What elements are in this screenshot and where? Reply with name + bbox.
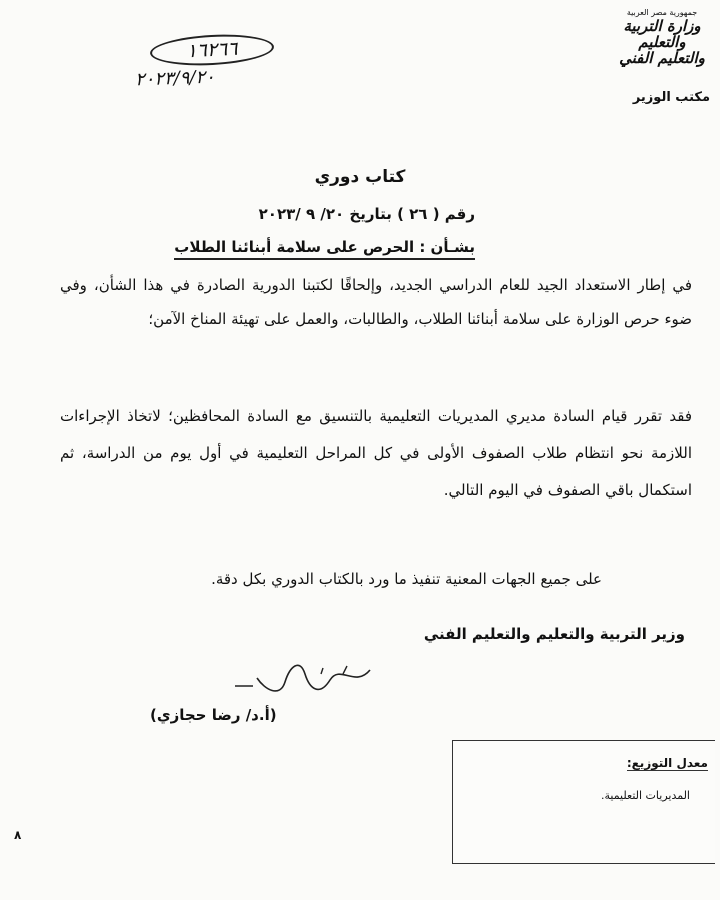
paragraph-instruction: على جميع الجهات المعنية تنفيذ ما ورد بالكتاب الدوري بكل دقة. [211,570,602,588]
ministry-name-line1: وزارة التربية والتعليم [623,17,701,51]
paragraph-decision: فقد تقرر قيام السادة مديري المديريات التعليمية بالتنسيق مع السادة المحافظين؛ لاتخاذ الإجراءات اللازمة نحو انتظام طلاب الصفوف الأولى في كل المراحل التعليمية في أول يوم من الدراسة، ثم استكمال باقي الصفوف في اليوم التالي. [60,407,692,499]
signatory-name: (أ.د/ رضا حجازي) [150,706,277,724]
handwritten-signature [235,660,375,696]
minister-office-label: مكتب الوزير [632,90,710,105]
distribution-title: معدل التوزيع: [626,756,708,770]
ministry-name-line2: والتعليم الفني [619,49,705,67]
letter-title: كتاب دوري [314,167,406,187]
signatory-title: وزير التربية والتعليم والتعليم الفني [423,625,685,643]
letter-reference: رقم ( ٢٦ ) بتاريخ ٢٠/ ٩ /٢٠٢٣ [258,205,475,223]
registration-number: ١٦٢٦٦ [149,32,274,68]
letter-subject: بشـأن : الحرص على سلامة أبنائنا الطلاب [174,238,475,260]
country-name: جمهورية مصر العربية [626,8,698,17]
registration-date: ٢٠٢٣/٩/٢٠ [134,66,216,91]
page-mark: ٨ [14,828,22,842]
paragraph-intro: في إطار الاستعداد الجيد للعام الدراسي الجديد، وإلحاقًا لكتبنا الدورية الصادرة في هذا الشأن، وفي ضوء حرص الوزارة على سلامة أبنائنا الطلاب، والطالبات، والعمل على تهيئة المناخ الآمن؛ [60,276,692,328]
distribution-item: المديريات التعليمية. [600,789,690,802]
ministry-logo [612,8,712,66]
